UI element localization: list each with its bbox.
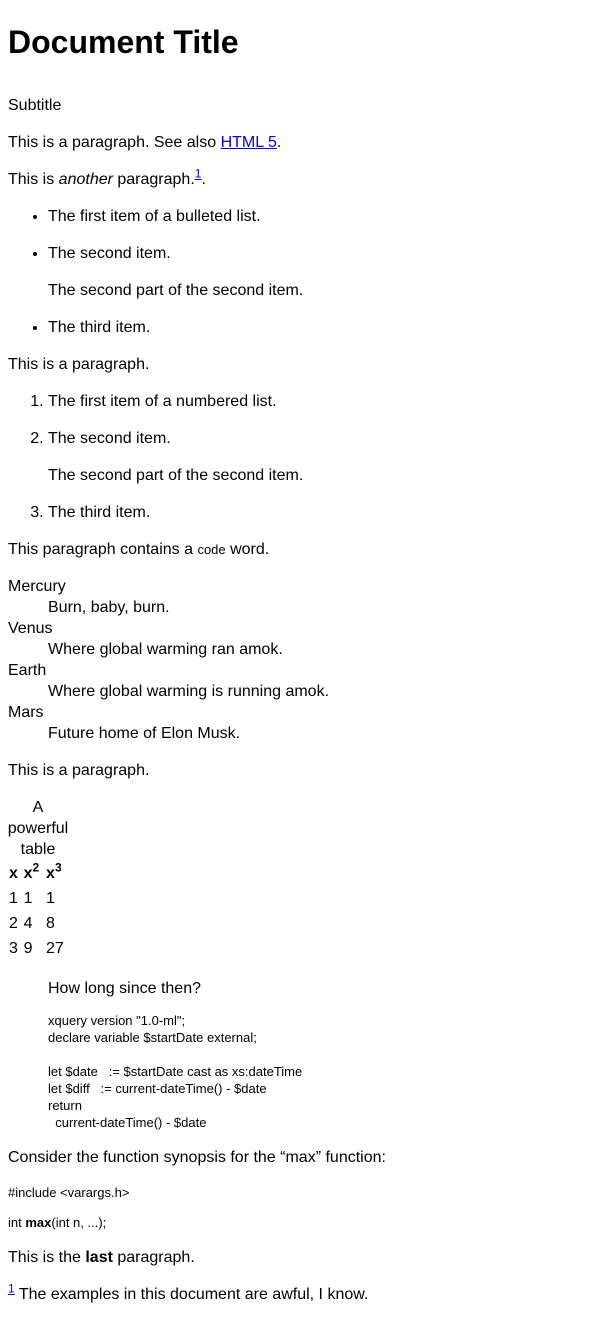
paragraph: This is a paragraph. [8,762,150,779]
table-row [8,912,68,935]
table-header-cell: x [9,865,18,882]
table-cell: 4 [23,915,33,932]
footnote-backlink[interactable]: 1 [8,1281,15,1296]
paragraph-text: This paragraph contains a [8,541,198,558]
table-header-cell: $x^2$ [23,860,40,882]
paragraph-with-code [8,539,592,560]
table-cell: 27 [46,940,64,957]
function-name: max [25,1215,52,1230]
document-title: Document Title [8,24,239,60]
list-item-text: 2. The second item. [48,430,171,447]
paragraph-text: paragraph. [112,1249,195,1266]
definition-term: Venus [8,620,53,637]
table-cell: 2 [9,915,18,932]
list-item [48,243,592,301]
table-cell: 1 [46,890,55,907]
code-listing: xquery version "1.0-ml"; declare variable $startDate external; let $date := $startDate cast as xs:dateTime let $diff := current-dateTime() - $date return current-dateTime() - $date [48,1013,303,1130]
bulleted-list [8,206,592,338]
definition-term: Mars [8,704,44,721]
list-item [48,502,592,523]
definition-description: Where global warming is running amok. [48,683,330,700]
emphasis: another [58,171,113,188]
table-row [8,887,68,910]
table-header-row [8,862,68,885]
paragraph-with-link [8,132,592,153]
definition-term: Earth [8,662,47,679]
paragraph-text: . [201,171,206,188]
paragraph-text: paragraph. [112,171,195,188]
paragraph-text: This is the [8,1249,86,1266]
list-item [48,428,592,486]
definition-term: Mercury [8,578,66,595]
list-item-text: • The first item of a bulleted list. [48,208,261,225]
paragraph-with-footnote [8,166,592,190]
paragraph-text: This is a paragraph. See also [8,134,221,151]
list-item-text: 1. The first item of a numbered list. [48,393,277,410]
document-subtitle: Subtitle [8,97,62,114]
strong-text: last [85,1249,113,1266]
table-cell: 1 [9,890,18,907]
html5-link[interactable]: HTML 5 [220,134,277,151]
paragraph-text: This is [8,171,59,188]
paragraph-text: word. [225,541,270,558]
list-item-text: • The third item. [48,319,151,336]
code-example [48,978,592,1131]
inline-code: code [197,542,226,557]
synopsis-include: #include <varargs.h> [8,1185,130,1200]
table-cell: 3 [9,940,18,957]
table-caption: A powerful table [7,799,69,858]
numbered-list [8,391,592,523]
footnote [8,1281,592,1305]
synopsis-intro: Consider the function synopsis for the “max” function: [8,1149,386,1166]
definition-description: Burn, baby, burn. [48,599,170,616]
paragraph: This is a paragraph. [8,356,150,373]
list-item-text: • The second item. [48,245,171,262]
synopsis-prototype: int max(int n, ...); [8,1215,107,1230]
table-cell: 1 [23,890,33,907]
footnote-ref-link[interactable]: 1 [194,166,202,181]
table-cell: 8 [46,915,55,932]
list-item-text: The second part of the second item. [48,282,304,299]
powers-table [6,797,70,962]
table-header-cell: $x^3$ [46,860,62,882]
list-item-text: 3. The third item. [48,504,151,521]
definition-description: Future home of Elon Musk. [48,725,241,742]
footnote-text: The examples in this document are awful, I know. [14,1286,369,1303]
definition-description: Where global warming ran amok. [48,641,283,658]
function-synopsis [8,1184,592,1231]
table-row [8,937,68,960]
list-item [48,317,592,338]
list-item [48,206,592,227]
paragraph-text: . [276,134,282,151]
last-paragraph [8,1247,592,1268]
table-cell: 9 [23,940,33,957]
example-title: How long since then? [48,980,201,997]
list-item [48,391,592,412]
definition-list [8,576,592,744]
list-item-text: The second part of the second item. [48,467,304,484]
